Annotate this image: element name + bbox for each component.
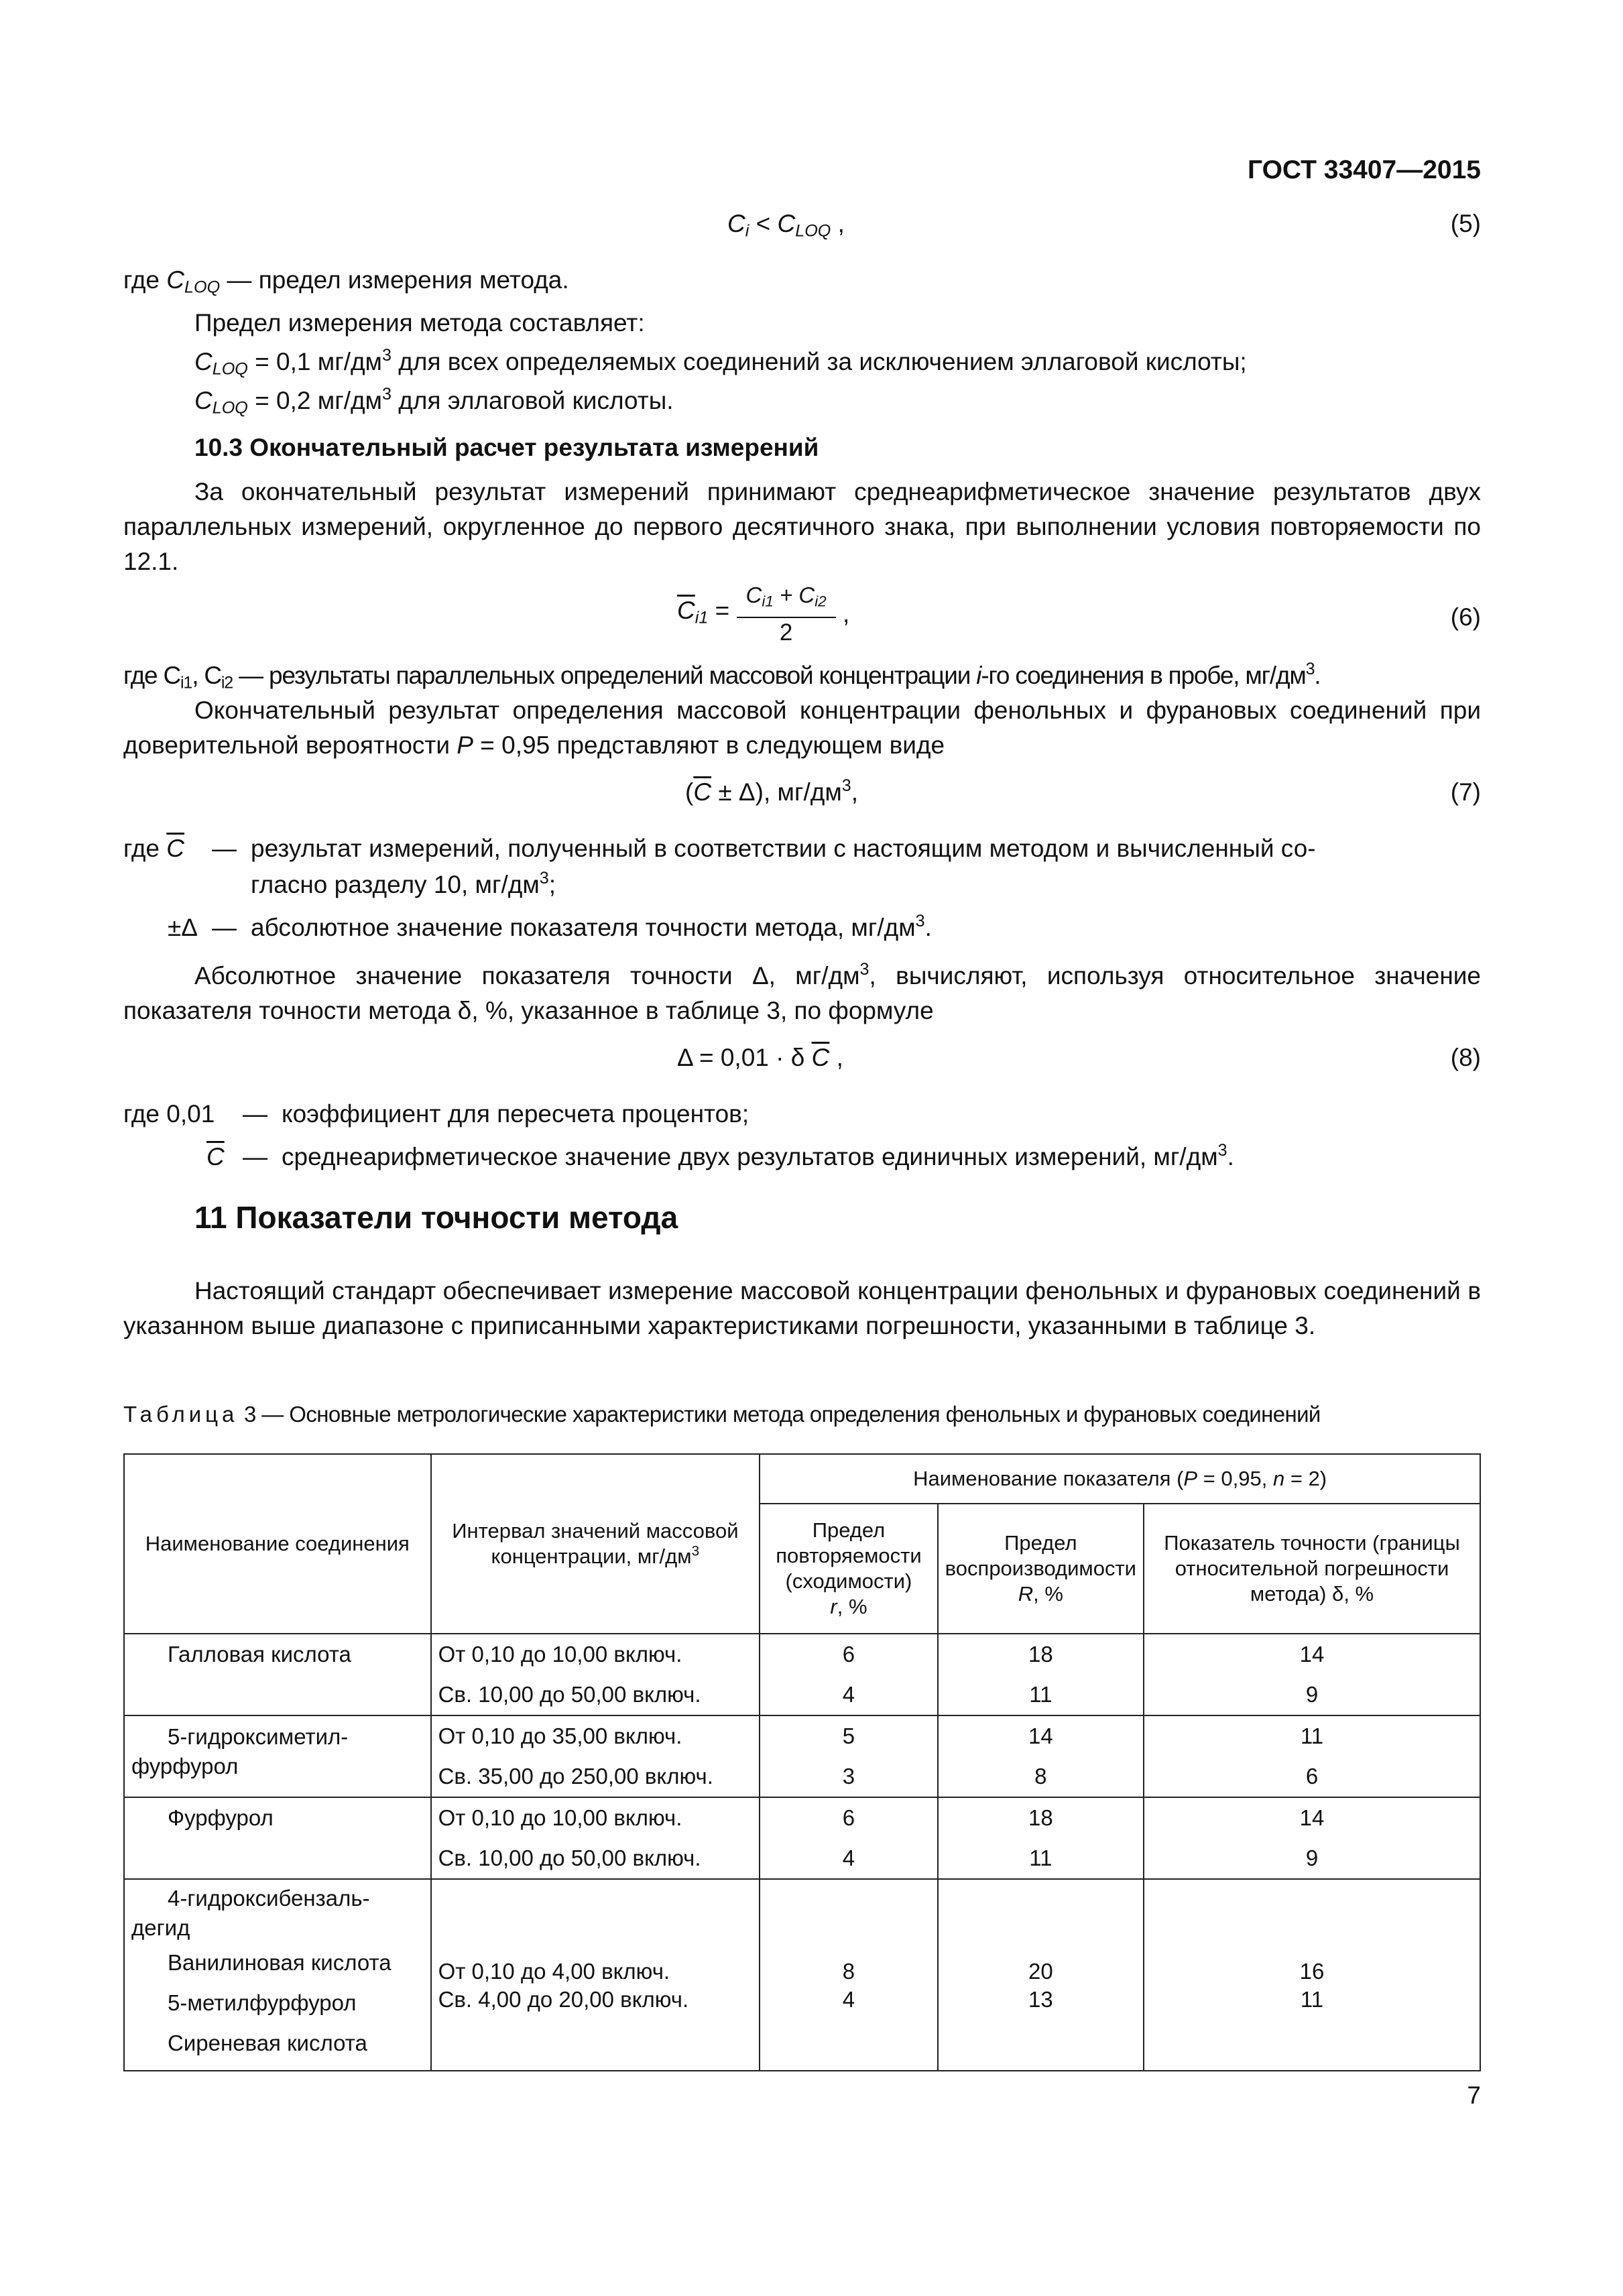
- compound-name: 4-гидроксибензаль-дегид: [131, 1886, 370, 1940]
- where-mean-label: $\overline{C}$: [206, 1143, 225, 1170]
- where-c-label: где $\overline{C}$: [123, 835, 185, 862]
- compound-name: Сиреневая кислота: [168, 2031, 367, 2055]
- table-row-group: 4-гидроксибензаль-дегид Ванилиновая кислота 5-метилфурфурол Сиреневая кислота От 0,10 до 4,00 включ. Св. 4,00 до 20,00 включ. 8 4 20 13 16 11: [124, 1879, 1480, 2071]
- where-coef-text: коэффициент для пересчета процентов;: [282, 1100, 749, 1128]
- page-number: 7: [1467, 2081, 1481, 2109]
- section-11-title: 11 Показатели точности метода: [194, 1200, 678, 1235]
- equation-8-number: (8): [1450, 1044, 1481, 1071]
- where-coef-dash: —: [243, 1100, 267, 1128]
- where-delta-label: ±Δ: [168, 914, 198, 941]
- where-cloq: где $C_{LOQ}$ — предел измерения метода.: [123, 266, 569, 297]
- document-code: ГОСТ 33407—2015: [1248, 156, 1481, 184]
- equation-7: $(\overline{C} \pm \Delta)$, $мг/дм^3$,: [685, 776, 859, 806]
- table-3: [123, 1453, 1481, 2071]
- where-c-dash: —: [212, 835, 237, 862]
- equation-6: $\overline{C}_{i1}$ = $\frac{C_{i1} + C_{i2}}{2}$ ,: [677, 581, 849, 648]
- table-header-row-1: [124, 1454, 1480, 1504]
- equation-8: Δ = 0,01 · δ $\overline{C}$ ,: [677, 1044, 843, 1071]
- where-coef-label: где 0,01: [123, 1100, 215, 1128]
- table-3-caption: Таблица 3 — Основные метрологические характеристики метода определения фенольных и фурановых соединений: [123, 1402, 1321, 1427]
- where-delta-text: абсолютное значение показателя точности метода, $мг/дм^3$.: [251, 912, 932, 941]
- limit-line-1: $C_{LOQ} = 0,1$ $мг/дм^3$ для всех определяемых соединений за исключением эллаговой кислоты;: [194, 346, 1247, 379]
- header-interval: Интервал значений массовой концентрации, $мг/дм^3$: [431, 1454, 760, 1634]
- compound-name: 5-метилфурфурол: [168, 1990, 357, 2015]
- final-result-paragraph: Окончательный результат определения массовой концентрации фенольных и фурановых соединений при доверительной вероятности P = 0,95 представляют в следующем виде: [123, 697, 1481, 759]
- equation-6-fraction: $\frac{C_{i1} + C_{i2}}{2}$: [737, 581, 836, 648]
- compound-name: 5-гидроксиметил-фурфурол: [131, 1724, 349, 1778]
- section-11-paragraph: Настоящий стандарт обеспечивает измерение массовой концентрации фенольных и фурановых соединений в указанном выше диапазоне с приписанными характеристиками погрешности, указанными в таблице 3.: [123, 1277, 1481, 1339]
- compound-name: Ванилиновая кислота: [168, 1950, 392, 1975]
- where-delta-dash: —: [212, 914, 237, 941]
- section-10-3-title: 10.3 Окончательный расчет результата измерений: [194, 434, 819, 461]
- compound-name: Фурфурол: [168, 1805, 274, 1830]
- table-row: 5-гидроксиметил-фурфурол От 0,10 до 35,00 включ. Св. 35,00 до 250,00 включ. 5 3 14 8 11 6: [124, 1715, 1480, 1797]
- header-indicator-group: Наименование показателя (P = 0,95, n = 2): [760, 1454, 1480, 1504]
- limit-intro: Предел измерения метода составляет:: [194, 309, 645, 337]
- header-compound: Наименование соединения: [124, 1454, 431, 1634]
- absolute-value-paragraph: Абсолютное значение показателя точности Δ, $мг/дм^3$, вычисляют, используя относительное значение показателя точности метода δ, %, указанное в таблице 3, по формуле: [123, 960, 1481, 1024]
- where-ci1-ci2: где $C_{i1}$, $C_{i2}$ — результаты параллельных определений массовой концентрации i-го соединения в пробе, $мг/дм^3$.: [123, 660, 1321, 692]
- equation-7-number: (7): [1450, 778, 1481, 806]
- table-row: Фурфурол От 0,10 до 10,00 включ. Св. 10,00 до 50,00 включ. 6 4 18 11 14 9: [124, 1797, 1480, 1879]
- where-c-text-2: гласно разделу 10, $мг/дм^3$;: [251, 869, 556, 898]
- section-10-3-paragraph: За окончательный результат измерений принимают среднеарифметическое значение результатов двух параллельных измерений, округленное до первого десятичного знака, при выполнении условия повторяемости по 12.1.: [123, 478, 1481, 575]
- header-accuracy: Показатель точности (границы относительной погрешности метода) δ, %: [1144, 1504, 1480, 1634]
- equation-5-number: (5): [1450, 210, 1481, 237]
- limit-line-2: $C_{LOQ} = 0,2$ $мг/дм^3$ для эллаговой кислоты.: [194, 385, 674, 418]
- where-mean-dash: —: [243, 1143, 267, 1170]
- header-reproducibility: Предел воспроизводимости R, %: [938, 1504, 1144, 1634]
- equation-5: $C_i < C_{LOQ}$ ,: [727, 210, 845, 241]
- header-repeatability: Предел повторяемости (сходимости) r, %: [760, 1504, 937, 1634]
- table-row: Галловая кислота От 0,10 до 10,00 включ. Св. 10,00 до 50,00 включ. 6 4 18 11 14 9: [124, 1634, 1480, 1715]
- equation-6-number: (6): [1450, 603, 1481, 631]
- where-mean-text: среднеарифметическое значение двух результатов единичных измерений, $мг/дм^3$.: [282, 1141, 1234, 1170]
- where-c-text-1: результат измерений, полученный в соответствии с настоящим методом и вычисленный со-: [251, 835, 1316, 862]
- compound-name: Галловая кислота: [168, 1642, 351, 1667]
